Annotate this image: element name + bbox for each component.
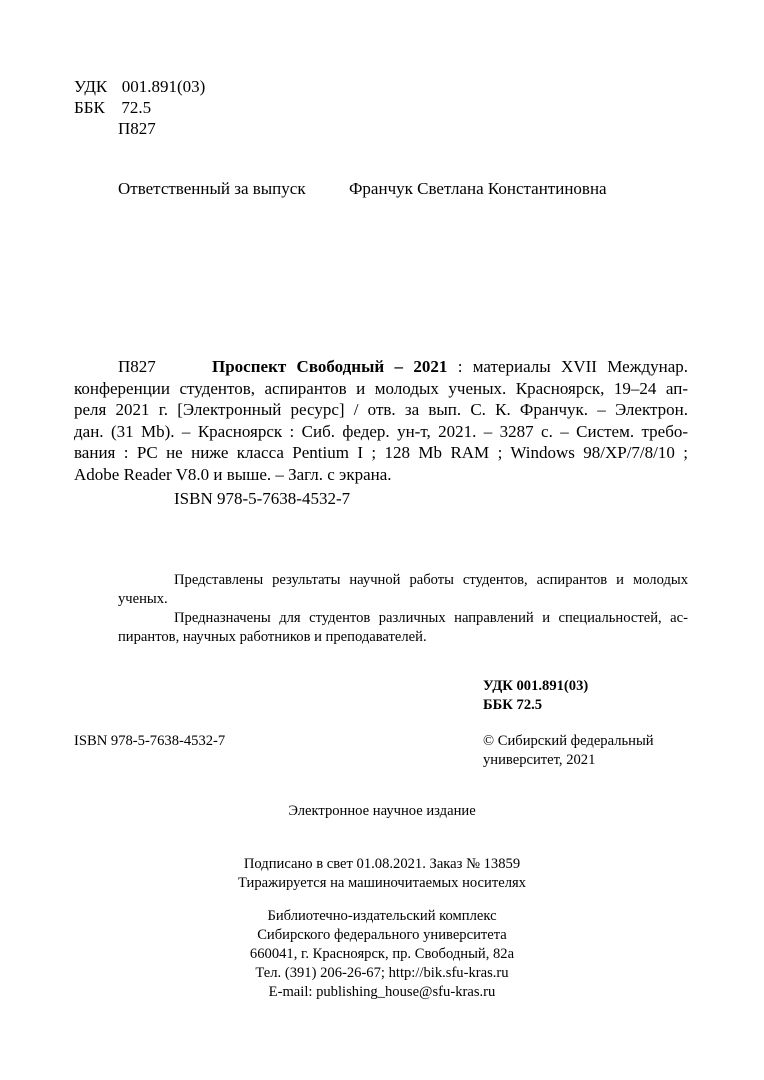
copyright-line-2: университет, 2021 [483, 752, 596, 768]
copyright-isbn: ISBN 978-5-7638-4532-7 [74, 733, 226, 749]
bib-line-1 [74, 356, 688, 378]
publication-signed: Подписано в свет 01.08.2021. Заказ № 13859 [243, 856, 521, 872]
bib-title: Проспект Свободный – 2021 [212, 357, 448, 376]
classification-udk: УДК 001.891(03) [483, 678, 589, 694]
bibliographic-record [74, 356, 688, 486]
bbk-label: ББК [74, 98, 105, 117]
udk-label: УДК [74, 77, 108, 96]
udk-header [74, 76, 205, 97]
bbk-value: 72.5 [121, 98, 152, 117]
edition-type: Электронное научное издание [288, 803, 476, 819]
author-mark: П827 [118, 119, 156, 138]
annotation-p1-line2: ученых. [118, 591, 168, 607]
bib-mark: П827 [118, 357, 156, 376]
bib-line-3: реля 2021 г. [Электронный ресурс] / отв. за вып. С. К. Франчук. – Электрон. [74, 400, 688, 420]
bib-line-5: вания : PC не ниже класса Pentium I ; 128 Mb RAM ; Windows 98/XP/7/8/10 ; [74, 443, 688, 463]
publication-distribution: Тиражируется на машиночитаемых носителях [238, 875, 526, 891]
responsible-name: Франчук Светлана Константиновна [349, 179, 607, 198]
bib-line-2: конференции студентов, аспирантов и молодых ученых. Красноярск, 19–24 ап- [74, 378, 688, 398]
publisher-line-1: Библиотечно-издательский комплекс [267, 908, 497, 924]
bib-line-1-rest: : материалы XVII Междунар. [457, 357, 688, 376]
publisher-line-5: E-mail: publishing_house@sfu-kras.ru [268, 984, 496, 1000]
publisher-line-3: 660041, г. Красноярск, пр. Свободный, 82а [249, 946, 515, 962]
bib-line-6: Adobe Reader V8.0 и выше. – Загл. с экрана. [74, 464, 392, 484]
annotation-p2-line1: Предназначены для студентов различных направлений и специальностей, ас- [174, 610, 688, 626]
bib-line-4: дан. (31 Mb). – Красноярск : Сиб. федер. ун-т, 2021. – 3287 с. – Систем. требо- [74, 421, 688, 441]
udk-value: 001.891(03) [121, 77, 206, 96]
annotation-p1-line1: Представлены результаты научной работы студентов, аспирантов и молодых [174, 572, 688, 588]
bib-isbn: ISBN 978-5-7638-4532-7 [174, 489, 351, 508]
publisher-line-2: Сибирского федерального университета [257, 927, 507, 943]
copyright-line-1: © Сибирский федеральный [483, 733, 654, 749]
publisher-line-4: Тел. (391) 206-26-67; http://bik.sfu-kras.ru [255, 965, 509, 981]
annotation-p2-line2: пирантов, научных работников и преподавателей. [118, 629, 427, 645]
classification-bbk: ББК 72.5 [483, 697, 543, 713]
annotation [74, 571, 688, 647]
bbk-header [74, 97, 151, 118]
responsible-label: Ответственный за выпуск [118, 179, 306, 198]
